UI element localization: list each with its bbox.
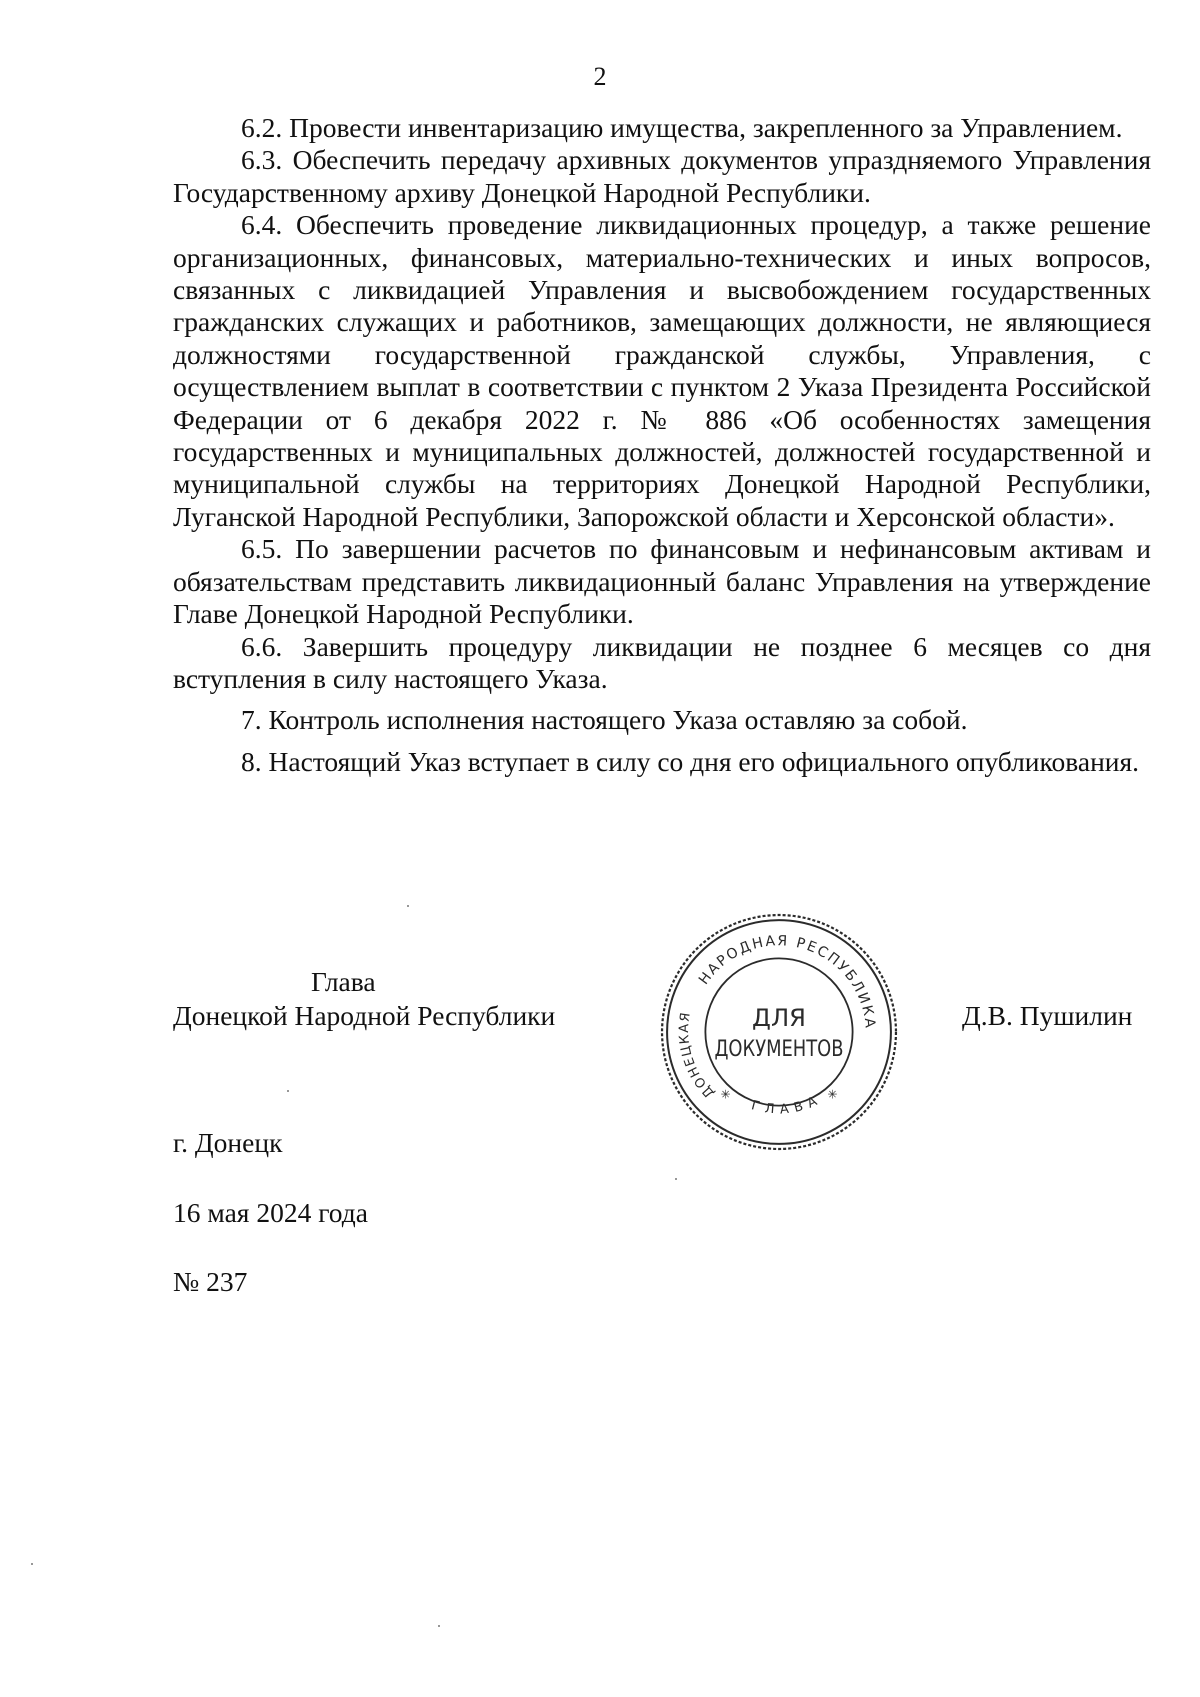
page-number: 2 [593, 62, 607, 91]
scan-speck [438, 1625, 440, 1627]
paragraph-6-5: 6.5. По завершении расчетов по финансовым и нефинансовым активам и обязательствам представить ликвидационный баланс Управления на утверждение Главе Донецкой Народной Республики. [173, 533, 1151, 630]
stamp-ring-left-text: ДОНЕЦКАЯ [677, 1010, 718, 1101]
paragraph-7: 7. Контроль исполнения настоящего Указа оставляю за собой. [241, 704, 968, 736]
scan-speck [407, 905, 409, 907]
paragraph-6-2: 6.2. Провести инвентаризацию имущества, закрепленного за Управлением. [241, 112, 1123, 143]
scan-speck [675, 1178, 677, 1180]
signatory-title-region: Донецкой Народной Республики [173, 1000, 556, 1031]
stamp-star-right-icon: ✳ [827, 1087, 838, 1102]
paragraph-6-3: 6.3. Обеспечить передачу архивных документов упраздняемого Управления Государственному архиву Донецкой Народной Республики. [173, 144, 1151, 208]
signatory-title: Глава [311, 966, 376, 997]
stamp-center-line-1: ДЛЯ [752, 1003, 806, 1032]
stamp-ring-top-text: НАРОДНАЯ РЕСПУБЛИКА [695, 933, 878, 1031]
signatory-name: Д.В. Пушилин [962, 1000, 1133, 1031]
decree-body [173, 112, 1151, 778]
decree-number: № 237 [173, 1266, 248, 1297]
stamp-ring-bottom-text: ГЛАВА [749, 1091, 826, 1118]
paragraph-6-4: 6.4. Обеспечить проведение ликвидационных процедур, а также решение организационных, финансовых, материально-технических и иных вопросов, связанных с ликвидацией Управления и высвобождением государственных гражданских служащих и работников, замещающих должности, не являющиеся должностями государственной гражданской службы, Управления, с осуществлением выплат в соответствии с пунктом 2 Указа Президента Российской Федерации от 6 декабря 2022 г. № 886 «Об особенностях замещения государственных и муниципальных должностей, должностей государственной и муниципальной службы на территориях Донецкой Народной Республики, Луганской Народной Республики, Запорожской области и Херсонской области». [173, 209, 1151, 532]
paragraph-6-6: 6.6. Завершить процедуру ликвидации не позднее 6 месяцев со дня вступления в силу настоящего Указа. [173, 630, 1151, 694]
stamp-inner-ring [705, 958, 852, 1105]
place-of-signing: г. Донецк [173, 1127, 283, 1158]
stamp-star-left-icon: ✳ [720, 1087, 731, 1102]
scan-speck [31, 1563, 33, 1565]
decree-date: 16 мая 2024 года [173, 1197, 368, 1228]
official-stamp [658, 911, 900, 1153]
paragraph-8: 8. Настоящий Указ вступает в силу со дня его официального опубликования. [241, 745, 1140, 777]
stamp-center-line-2: ДОКУМЕНТОВ [714, 1036, 844, 1063]
scan-speck [287, 1090, 289, 1092]
